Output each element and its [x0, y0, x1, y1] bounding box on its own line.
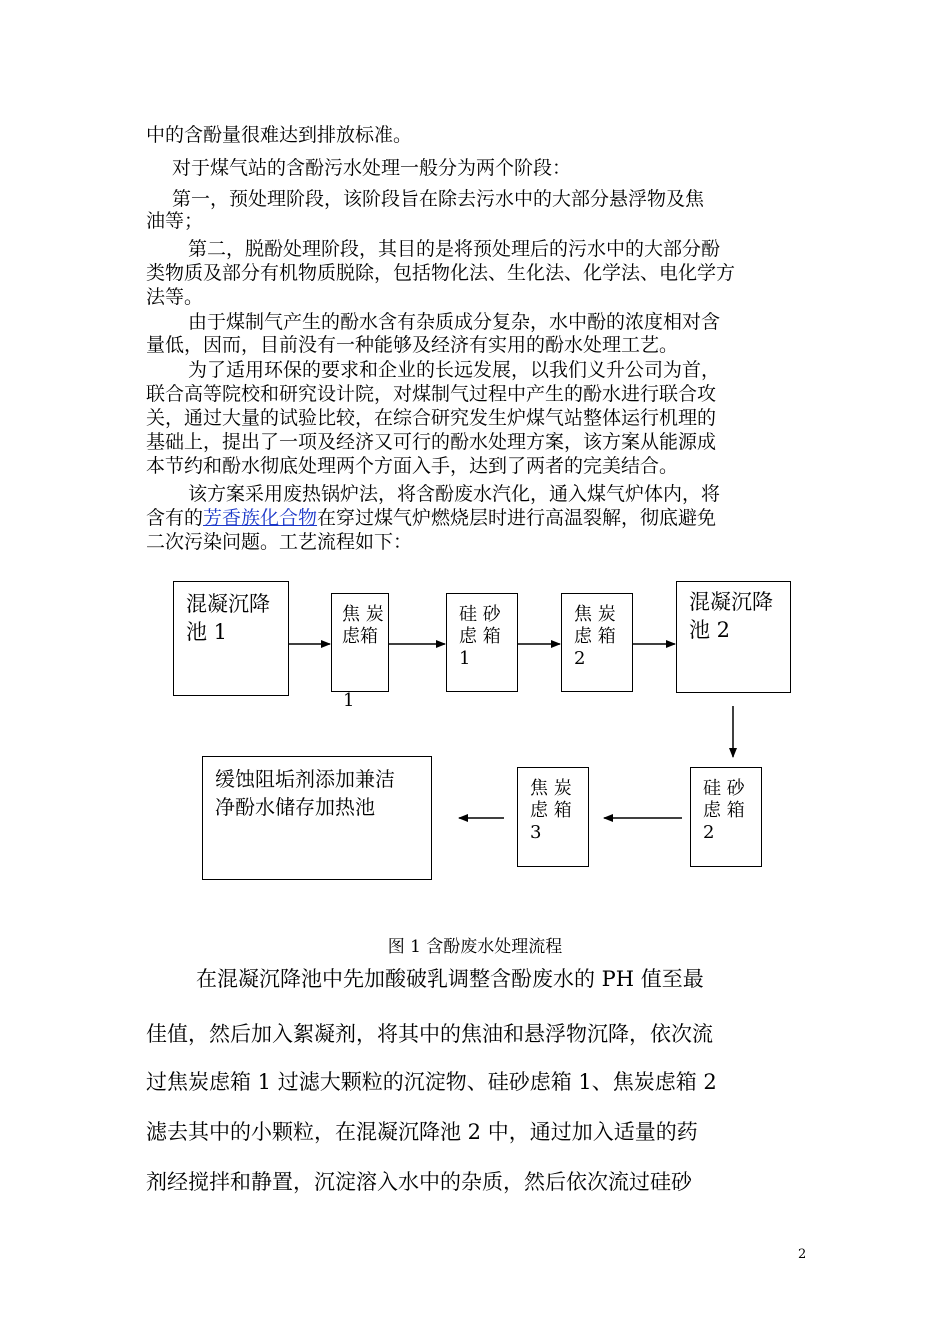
box-label: 焦 炭 虑 箱 3 — [530, 778, 572, 843]
text-line: 佳值，然后加入絮凝剂，将其中的焦油和悬浮物沉降，依次流 — [146, 1022, 713, 1046]
page-number: 2 — [798, 1247, 807, 1262]
text-line: 该方案采用废热锅炉法，将含酚废水汽化，通入煤气炉体内，将 — [188, 483, 721, 505]
text-line: 量低，因而，目前没有一种能够及经济有实用的酚水处理工艺。 — [146, 334, 679, 356]
text-line: 剂经搅拌和静置，沉淀溶入水中的杂质，然后依次流过硅砂 — [146, 1170, 692, 1194]
text-line: 滤去其中的小颗粒，在混凝沉降池 2 中，通过加入适量的药 — [146, 1120, 698, 1144]
box-label: 焦 炭 虑 箱 2 — [574, 604, 616, 669]
text-line: 在混凝沉降池中先加酸破乳调整含酚废水的 PH 值至最 — [196, 967, 704, 991]
text-line: 由于煤制气产生的酚水含有杂质成分复杂，水中酚的浓度相对含 — [188, 311, 721, 333]
text-line: 第二，脱酚处理阶段，其目的是将预处理后的污水中的大部分酚 — [188, 238, 721, 260]
text-line: 中的含酚量很难达到排放标准。 — [146, 124, 413, 146]
figure-caption: 图 1 含酚废水处理流程 — [387, 937, 563, 957]
text-line: 二次污染问题。工艺流程如下： — [146, 531, 413, 553]
text-line: 法等。 — [146, 286, 204, 308]
text-line: 关，通过大量的试验比较，在综合研究发生炉煤气站整体运行机理的 — [146, 407, 717, 429]
aromatic-compounds-link[interactable]: 芳香族化合物 — [203, 507, 318, 529]
text-line: 类物质及部分有机物质脱除，包括物化法、生化法、化学法、电化学方 — [146, 262, 736, 284]
box-label-number: 1 — [343, 690, 355, 711]
text-line: 为了适用环保的要求和企业的长远发展，以我们义升公司为首， — [188, 359, 721, 381]
text-line: 过焦炭虑箱 1 过滤大颗粒的沉淀物、硅砂虑箱 1、焦炭虑箱 2 — [146, 1070, 717, 1094]
text-line: 油等； — [146, 210, 204, 232]
box-label: 焦 炭 虑箱 — [342, 604, 384, 647]
box-label: 硅 砂 虑 箱 1 — [459, 604, 501, 669]
text-segment: 含有的 — [146, 507, 204, 529]
text-line: 本节约和酚水彻底处理两个方面入手，达到了两者的完美结合。 — [146, 455, 679, 477]
text-line: 联合高等院校和研究设计院，对煤制气过程中产生的酚水进行联合攻 — [146, 383, 717, 405]
text-line: 基础上，提出了一项及经济又可行的酚水处理方案，该方案从能源成 — [146, 431, 717, 453]
text-line: 第一，预处理阶段，该阶段旨在除去污水中的大部分悬浮物及焦 — [172, 188, 705, 210]
box-label: 硅 砂 虑 箱 2 — [703, 778, 745, 843]
box-label: 混凝沉降 池 1 — [186, 592, 270, 644]
text-segment: 在穿过煤气炉燃烧层时进行高温裂解，彻底避免 — [317, 507, 717, 529]
box-label: 混凝沉降 池 2 — [689, 590, 773, 642]
box-label: 缓蚀阻垢剂添加兼洁 净酚水储存加热池 — [215, 767, 395, 819]
text-line: 对于煤气站的含酚污水处理一般分为两个阶段： — [172, 157, 572, 179]
